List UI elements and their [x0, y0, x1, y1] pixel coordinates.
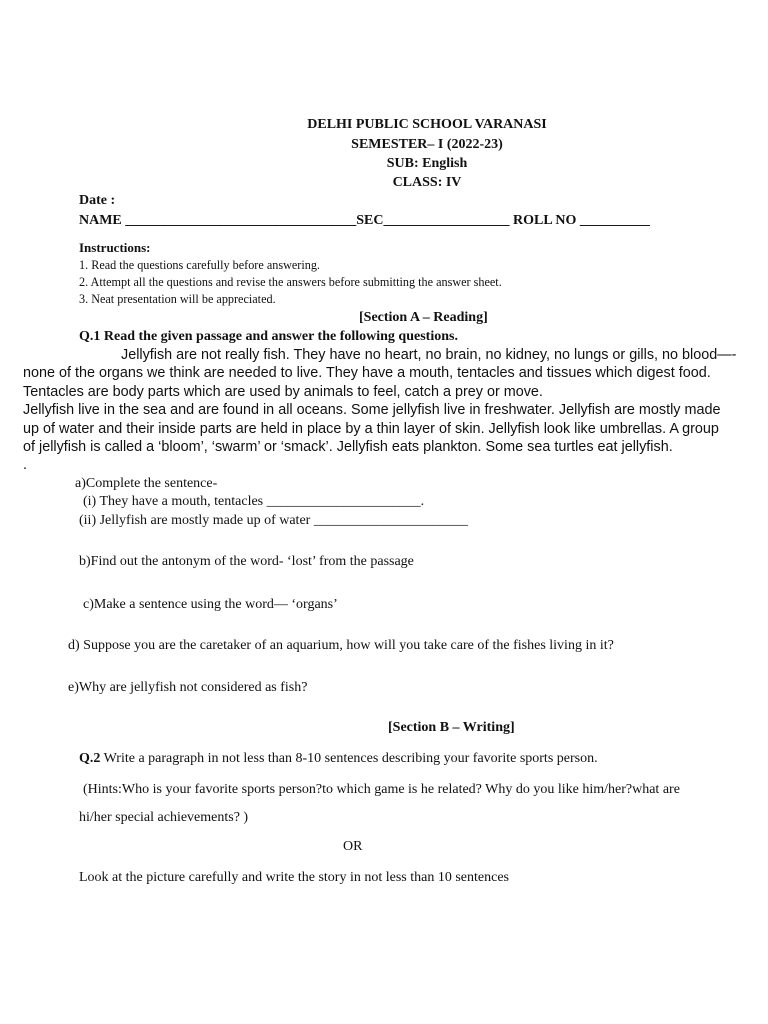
passage-line: Tentacles are body parts which are used by animals to feel, catch a prey or move. [23, 384, 543, 400]
instruction-item: 2. Attempt all the questions and revise the answers before submitting the answer sheet. [79, 275, 502, 289]
semester-title: SEMESTER– I (2022-23) [351, 137, 503, 152]
name-sec-roll-line: NAME _________________________________SEC__________________ ROLL NO __________ [79, 213, 650, 228]
question-2-alternative: Look at the picture carefully and write the story in not less than 10 sentences [79, 870, 509, 885]
or-separator: OR [343, 839, 363, 854]
passage-line: up of water and their inside parts are held in place by a thin layer of skin. Jellyfish look like umbrellas. A group [23, 421, 719, 437]
passage-line: of jellyfish is called a ‘bloom’, ‘swarm’ or ‘smack’. Jellyfish eats plankton. Some sea turtles eat jellyfish. [23, 439, 673, 455]
section-b-title: [Section B – Writing] [388, 720, 515, 735]
date-label: Date : [79, 193, 116, 208]
question-b: b)Find out the antonym of the word- ‘lost’ from the passage [79, 554, 414, 569]
instructions-title: Instructions: [79, 240, 151, 255]
passage-line: . [23, 457, 27, 473]
question-2-hints: (Hints:Who is your favorite sports person?to which game is he related? Why do you like him/her?what are [83, 782, 680, 797]
subject-title: SUB: English [386, 156, 468, 171]
passage-line: Jellyfish live in the sea and are found in all oceans. Some jellyfish live in freshwater. Jellyfish are mostly made [23, 402, 721, 418]
question-2-hints-cont: hi/her special achievements? ) [79, 810, 249, 825]
question-a-label: a)Complete the sentence- [75, 476, 218, 491]
question-2 [79, 751, 598, 767]
question-1-heading: Q.1 Read the given passage and answer the following questions. [79, 329, 458, 344]
question-c: c)Make a sentence using the word— ‘organs’ [83, 597, 338, 612]
class-title: CLASS: IV [392, 175, 462, 190]
instruction-item: 1. Read the questions carefully before answering. [79, 258, 320, 272]
instruction-item: 3. Neat presentation will be appreciated. [79, 292, 276, 306]
school-name: DELHI PUBLIC SCHOOL VARANASI [307, 117, 547, 132]
question-2-label: Q.2 [79, 751, 101, 766]
question-a-ii: (ii) Jellyfish are mostly made up of water ______________________ [79, 513, 468, 528]
section-a-title: [Section A – Reading] [359, 310, 488, 325]
question-a-i: (i) They have a mouth, tentacles ______________________. [83, 494, 425, 509]
question-2-text: Write a paragraph in not less than 8-10 sentences describing your favorite sports person. [100, 751, 598, 766]
question-e: e)Why are jellyfish not considered as fish? [68, 680, 308, 695]
passage-line: none of the organs we think are needed to live. They have a mouth, tentacles and tissues which digest food. [23, 365, 711, 381]
passage-line: Jellyfish are not really fish. They have no heart, no brain, no kidney, no lungs or gills, no blood—- [121, 347, 737, 363]
question-d: d) Suppose you are the caretaker of an aquarium, how will you take care of the fishes living in it? [68, 638, 614, 653]
